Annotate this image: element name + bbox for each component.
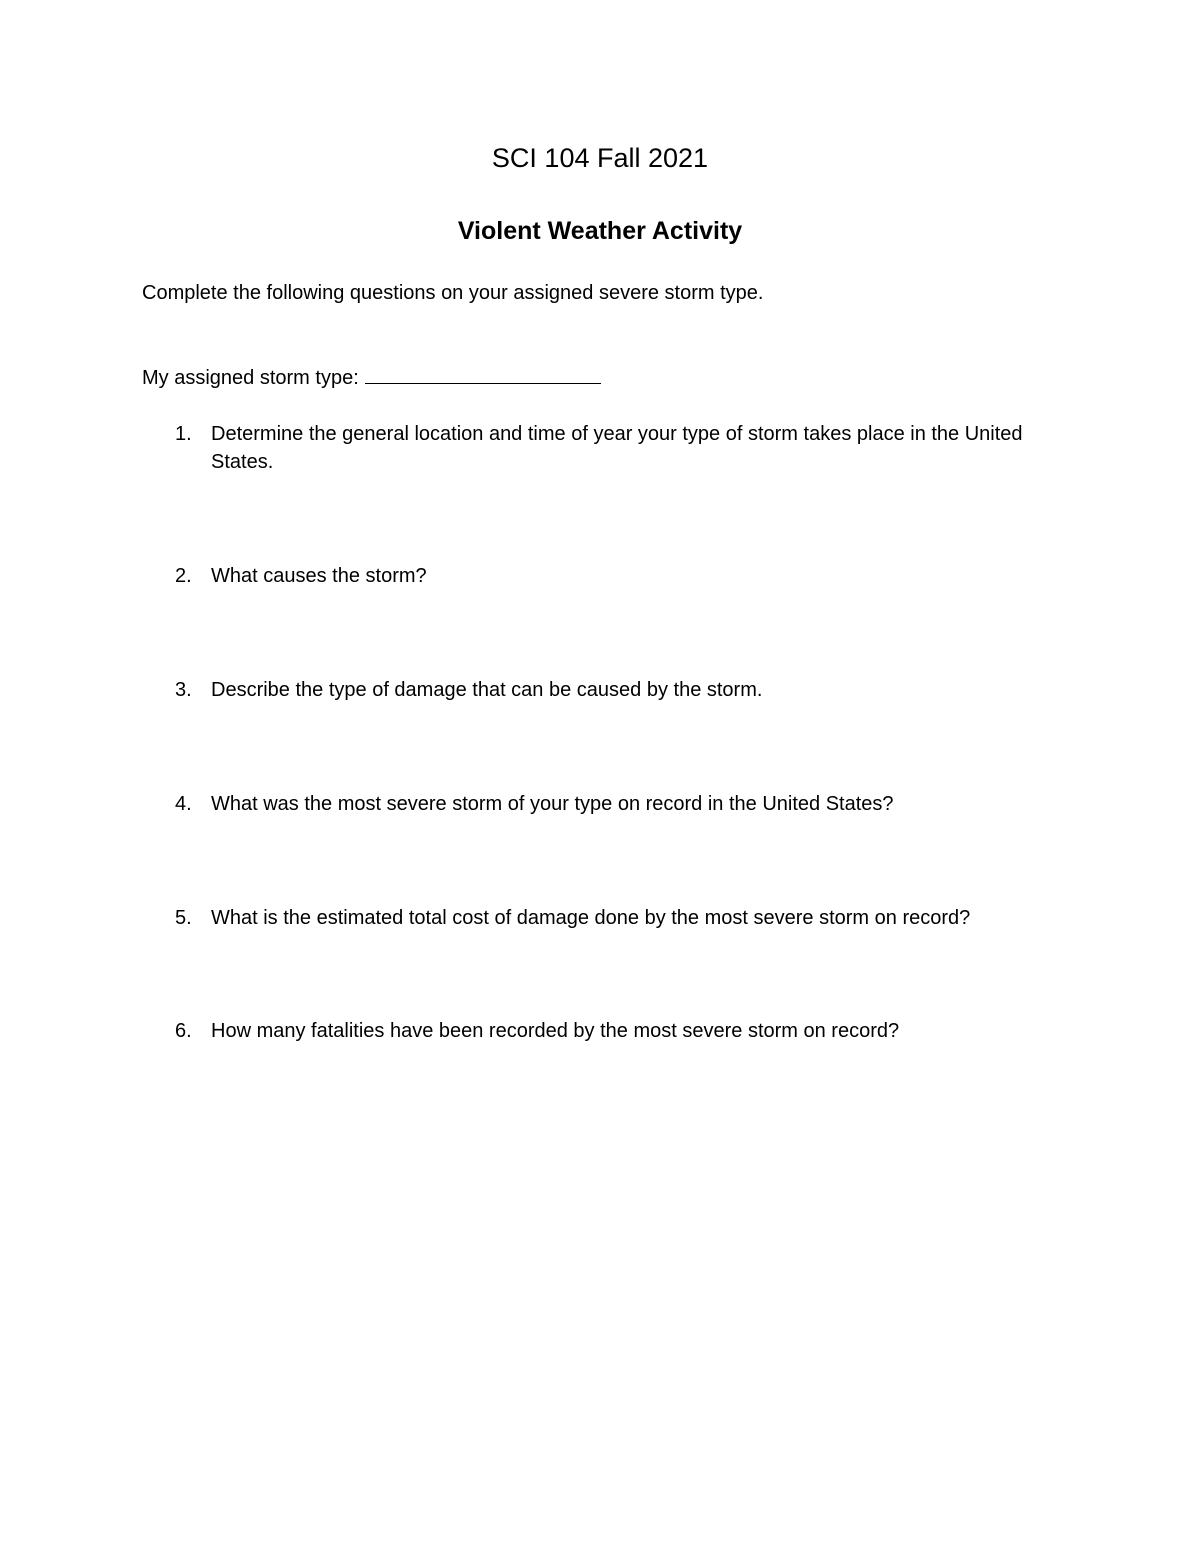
question-text: What is the estimated total cost of damage done by the most severe storm on record?	[211, 907, 971, 929]
question-text: What causes the storm?	[211, 565, 427, 587]
question-number: 6.	[175, 1020, 192, 1042]
document-title: Violent Weather Activity	[457, 217, 743, 245]
question-number: 3.	[175, 679, 192, 701]
question-number: 2.	[175, 565, 192, 587]
question-number: 5.	[175, 907, 192, 929]
question-text: How many fatalities have been recorded by the most severe storm on record?	[211, 1020, 900, 1042]
instructions-text: Complete the following questions on your assigned severe storm type.	[142, 282, 764, 304]
question-text: Determine the general location and time of year your type of storm takes place in the United States.	[211, 423, 1023, 473]
question-number: 4.	[175, 793, 192, 815]
question-text: What was the most severe storm of your type on record in the United States?	[211, 793, 894, 815]
course-heading: SCI 104 Fall 2021	[491, 143, 709, 173]
question-text: Describe the type of damage that can be caused by the storm.	[211, 679, 763, 701]
storm-type-line	[142, 365, 601, 391]
storm-type-blank	[365, 365, 601, 384]
storm-type-label: My assigned storm type:	[142, 367, 359, 389]
question-number: 1.	[175, 423, 192, 445]
